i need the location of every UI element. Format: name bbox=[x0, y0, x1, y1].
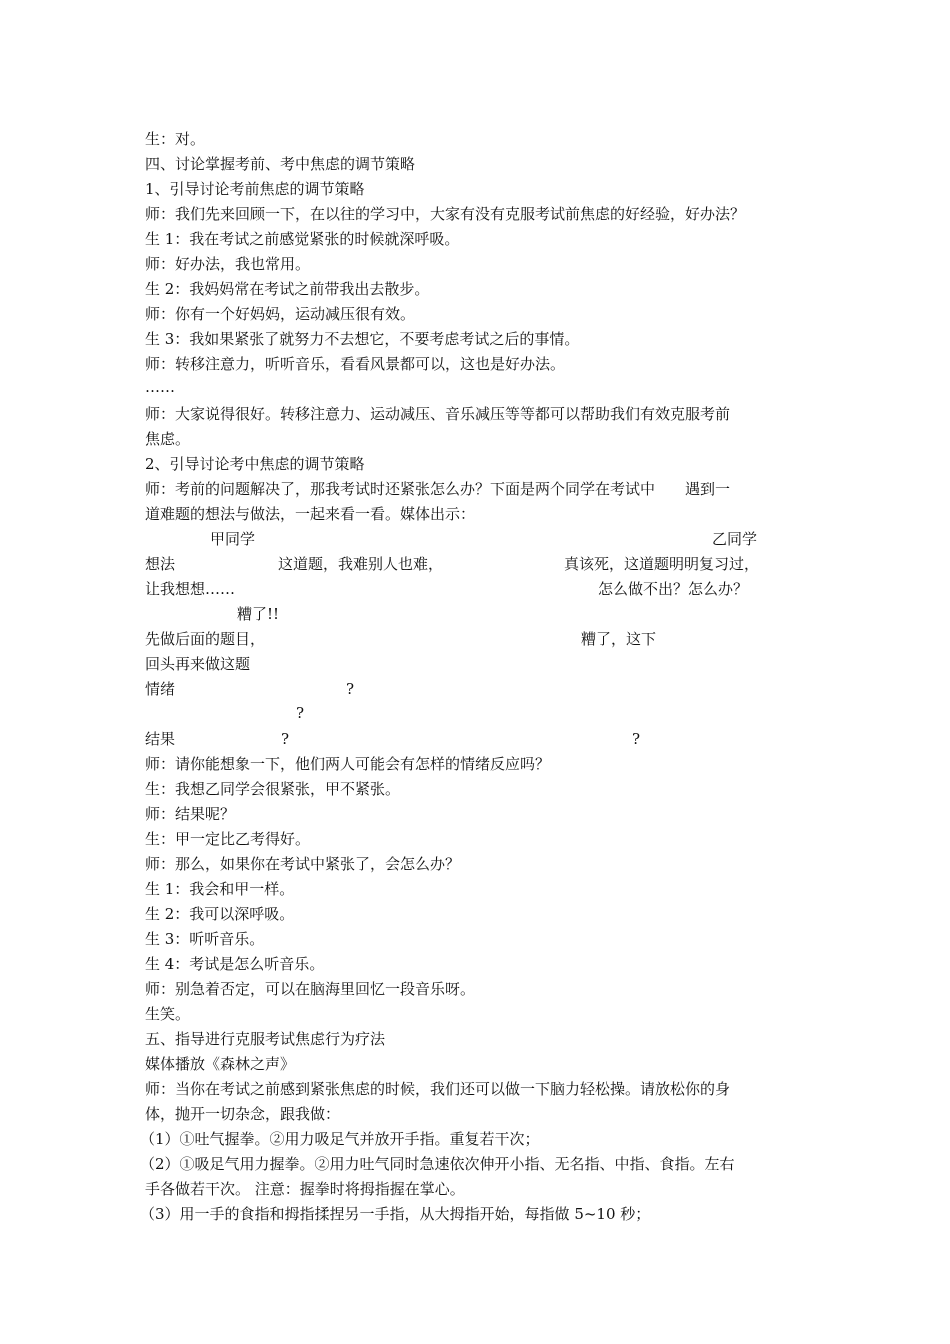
text-line: 生：甲一定比乙考得好。 bbox=[145, 830, 311, 848]
text-line: 生 4：考试是怎么听音乐。 bbox=[145, 955, 325, 973]
text-line: 手各做若干次。 注意：握拳时将拇指握在掌心。 bbox=[145, 1180, 465, 1198]
cell-b-emotion: ? bbox=[296, 704, 305, 722]
cell-a-thought: 先做后面的题目， bbox=[145, 630, 266, 648]
text-line: 师：那么，如果你在考试中紧张了，会怎么办？ bbox=[145, 855, 461, 873]
list-item: （3）用一手的食指和拇指揉捏另一手指，从大拇指开始，每指做 5~10 秒； bbox=[140, 1205, 651, 1223]
text-line: 生 2：我可以深呼吸。 bbox=[145, 905, 295, 923]
text-line: 生 1：我会和甲一样。 bbox=[145, 880, 295, 898]
text-line: 生：我想乙同学会很紧张，甲不紧张。 bbox=[145, 780, 401, 798]
cell-a-thought: 让我想想…… bbox=[145, 580, 236, 598]
text-line: 师：当你在考试之前感到紧张焦虑的时候，我们还可以做一下脑力轻松操。请放松你的身 bbox=[145, 1080, 731, 1098]
row-label-result: 结果 bbox=[145, 730, 176, 748]
text-line: 生 2：我妈妈常在考试之前带我出去散步。 bbox=[145, 280, 430, 298]
cell-b-thought: 怎么做不出？怎么办？ bbox=[598, 580, 749, 598]
text-line: 生 1：我在考试之前感觉紧张的时候就深呼吸。 bbox=[145, 230, 460, 248]
text-line: 师：我们先来回顾一下，在以往的学习中，大家有没有克服考试前焦虑的好经验，好办法？ bbox=[145, 205, 746, 223]
text-line: 师：别急着否定，可以在脑海里回忆一段音乐呀。 bbox=[145, 980, 476, 998]
subsection-heading: 2、引导讨论考中焦虑的调节策略 bbox=[145, 455, 365, 473]
text-line: 道难题的想法与做法，一起来看一看。媒体出示： bbox=[145, 505, 476, 523]
text-line: 生笑。 bbox=[145, 1005, 191, 1023]
text-line: 师：你有一个好妈妈，运动减压很有效。 bbox=[145, 305, 416, 323]
list-item: （2）①吸足气用力握拳。②用力吐气同时急速依次伸开小指、无名指、中指、食指。左右 bbox=[140, 1155, 735, 1173]
text-line: 师：考前的问题解决了，那我考试时还紧张怎么办？下面是两个同学在考试中 遇到一 bbox=[145, 480, 731, 498]
text-line: 生 3：听听音乐。 bbox=[145, 930, 265, 948]
col-header-a: 甲同学 bbox=[210, 530, 256, 548]
cell-a-emotion: ? bbox=[346, 680, 355, 698]
cell-a-thought: 这道题，我难别人也难， bbox=[278, 555, 444, 573]
row-label-emotion: 情绪 bbox=[145, 680, 176, 698]
text-line: 体，抛开一切杂念，跟我做： bbox=[145, 1105, 341, 1123]
text-line: 生 3：我如果紧张了就努力不去想它，不要考虑考试之后的事情。 bbox=[145, 330, 580, 348]
cell-a-thought: 回头再来做这题 bbox=[145, 655, 251, 673]
list-item: （1）①吐气握拳。②用力吸足气并放开手指。重复若干次； bbox=[140, 1130, 540, 1148]
text-line: 生：对。 bbox=[145, 130, 206, 148]
text-line: 师：请你能想象一下，他们两人可能会有怎样的情绪反应吗？ bbox=[145, 755, 551, 773]
col-header-b: 乙同学 bbox=[712, 530, 758, 548]
text-line: 师：大家说得很好。转移注意力、运动减压、音乐减压等等都可以帮助我们有效克服考前 bbox=[145, 405, 731, 423]
ellipsis-line: …… bbox=[145, 378, 175, 396]
text-line: 师：结果呢？ bbox=[145, 805, 236, 823]
section-heading: 五、指导进行克服考试焦虑行为疗法 bbox=[145, 1030, 386, 1048]
cell-a-result: ? bbox=[281, 730, 290, 748]
cell-b-thought: 真该死，这道题明明复习过， bbox=[564, 555, 760, 573]
subsection-heading: 1、引导讨论考前焦虑的调节策略 bbox=[145, 180, 365, 198]
section-heading: 四、讨论掌握考前、考中焦虑的调节策略 bbox=[145, 155, 416, 173]
row-label-thought: 想法 bbox=[145, 555, 176, 573]
cell-b-result: ? bbox=[632, 730, 641, 748]
cell-b-thought: 糟了!! bbox=[237, 605, 280, 623]
text-line: 师：好办法，我也常用。 bbox=[145, 255, 311, 273]
cell-b-thought: 糟了，这下 bbox=[581, 630, 657, 648]
text-line: 焦虑。 bbox=[145, 430, 191, 448]
text-line: 媒体播放《森林之声》 bbox=[145, 1055, 296, 1073]
text-line: 师：转移注意力，听听音乐，看看风景都可以，这也是好办法。 bbox=[145, 355, 566, 373]
